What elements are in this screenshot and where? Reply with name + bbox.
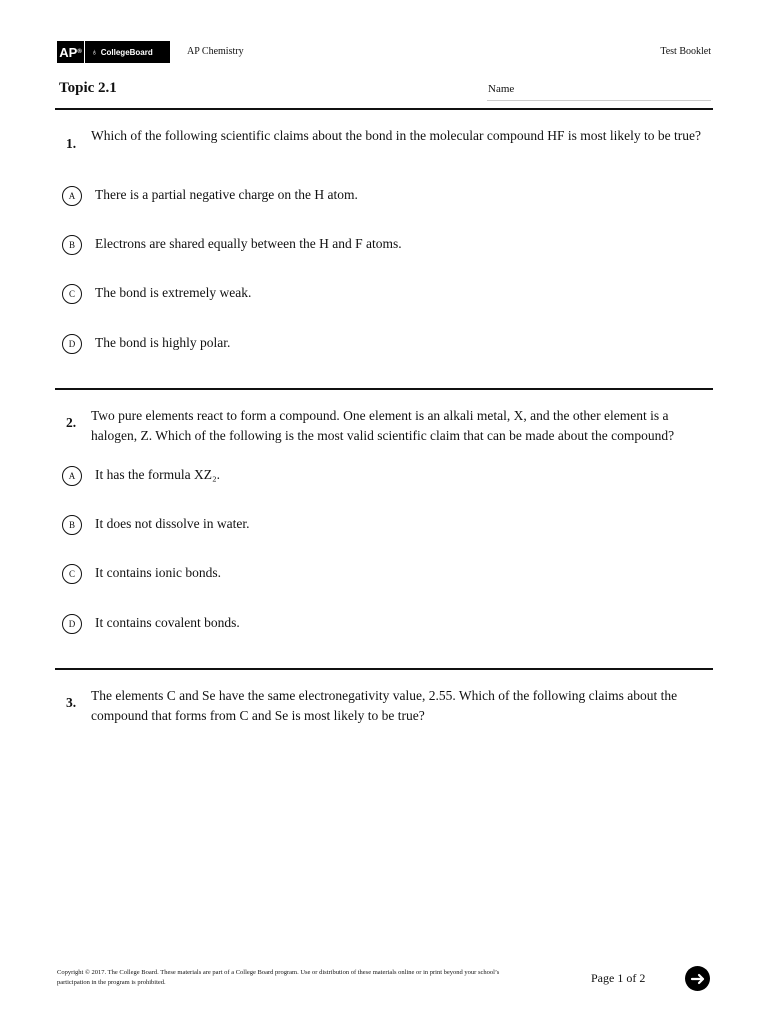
q1-choice-d-bubble[interactable]: D — [62, 334, 82, 354]
q2-choice-c-text: It contains ionic bonds. — [95, 565, 221, 580]
q1-choice-b-bubble[interactable]: B — [62, 235, 82, 255]
brand-text: CollegeBoard — [100, 47, 153, 57]
booklet-label: Test Booklet — [660, 46, 711, 57]
q1-choice-b-text: Electrons are shared equally between the H and F atoms. — [95, 236, 402, 251]
college-board-logo — [57, 41, 170, 63]
subject-label: AP Chemistry — [187, 46, 244, 57]
question-2-number: 2. — [66, 415, 77, 430]
q2-choice-a-bubble[interactable]: A — [62, 466, 82, 486]
q2-choice-d-text: It contains covalent bonds. — [95, 615, 240, 630]
question-1-number: 1. — [66, 136, 77, 151]
q2-choice-c-bubble[interactable]: C — [62, 564, 82, 584]
question-3-text: The elements C and Se have the same electronegativity value, 2.55. Which of the following claims about the compound that forms from C and Se is most likely to be true? — [91, 688, 678, 723]
arrow-right-icon — [690, 971, 706, 987]
q1-choice-c-bubble[interactable]: C — [62, 284, 82, 304]
q1-choice-c-text: The bond is extremely weak. — [95, 285, 252, 300]
q1-choice-a-text: There is a partial negative charge on the H atom. — [95, 187, 358, 202]
ap-logo-text: AP — [59, 44, 78, 60]
q2-choice-b-text: It does not dissolve in water. — [95, 516, 250, 531]
question-3-number: 3. — [66, 695, 77, 710]
divider — [55, 388, 713, 390]
q2-choice-d-bubble[interactable]: D — [62, 614, 82, 634]
q2-choice-b-bubble[interactable]: B — [62, 515, 82, 535]
copyright-notice: Copyright © 2017. The College Board. These materials are part of a College Board program. Use or distribution of these materials online or in print beyond your school’s participation in the program is prohibited. — [57, 969, 500, 986]
divider — [55, 668, 713, 670]
divider — [55, 108, 713, 110]
q1-choice-d-text: The bond is highly polar. — [95, 335, 231, 350]
page-indicator: Page 1 of 2 — [591, 971, 646, 985]
next-page-button[interactable] — [685, 966, 710, 991]
name-field[interactable] — [487, 100, 711, 101]
q1-choice-a-bubble[interactable]: A — [62, 186, 82, 206]
question-1-text: Which of the following scientific claims about the bond in the molecular compound HF is most likely to be true? — [91, 128, 701, 143]
ap-logo-mark: AP ® — [57, 41, 85, 63]
q2-choice-a-text: It has the formula XZ₂. — [95, 467, 221, 482]
topic-title: Topic 2.1 — [59, 80, 117, 96]
acorn-icon: ♁ — [91, 47, 98, 57]
name-label: Name — [488, 83, 515, 95]
question-2-text: Two pure elements react to form a compound. One element is an alkali metal, X, and the other element is a halogen, Z. Which of the following is the most valid scientific claim that can be made about the compound? — [91, 408, 675, 443]
college-board-brand — [85, 47, 170, 57]
